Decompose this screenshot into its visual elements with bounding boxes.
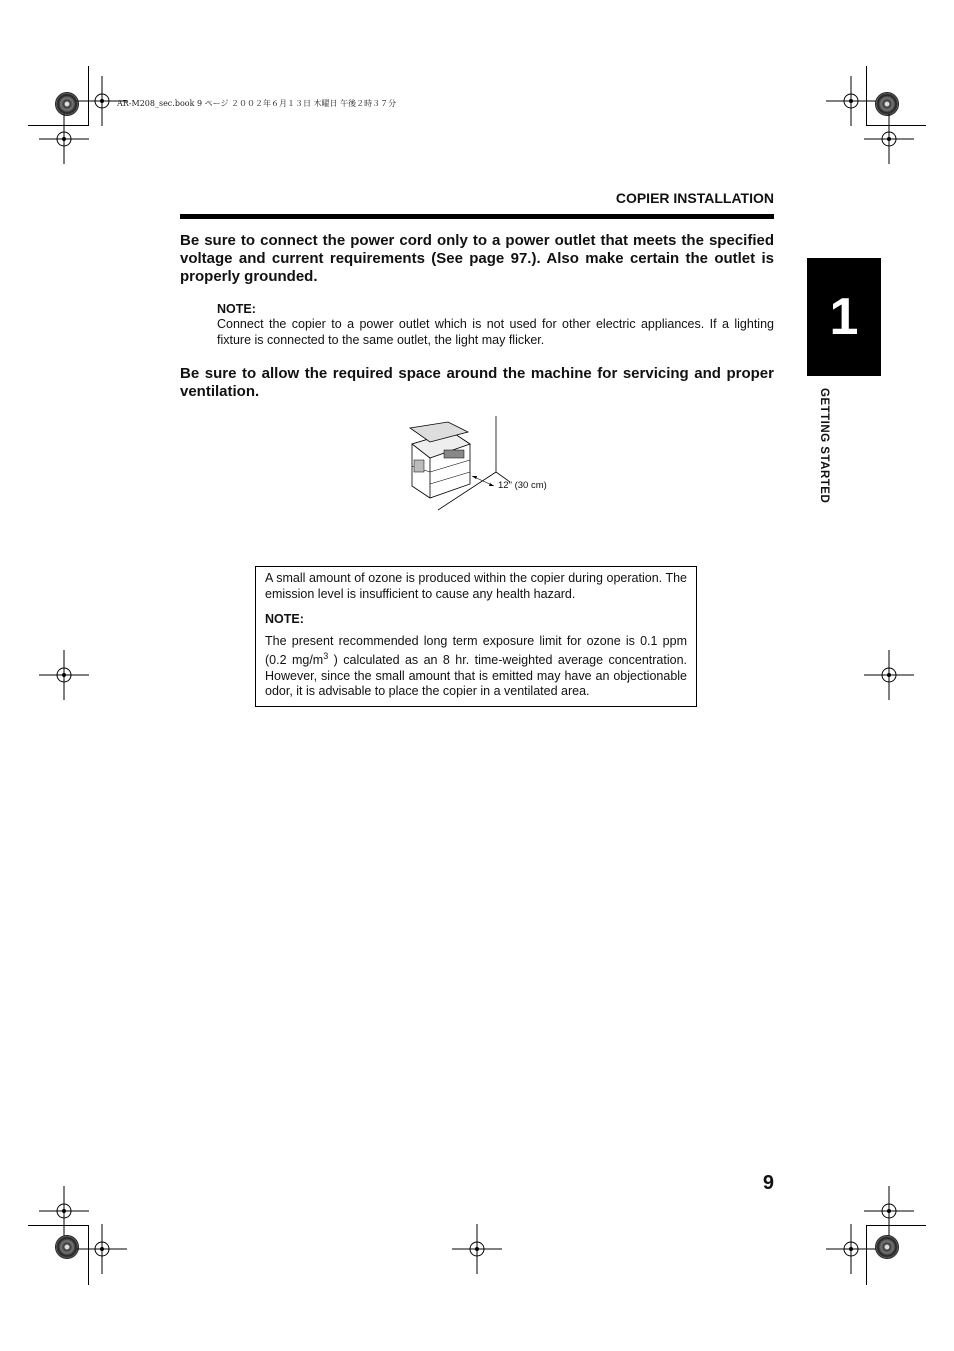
copier-illustration [400,414,560,514]
crosshair-icon [77,1224,127,1274]
ozone-note-superscript: 3 [323,651,329,661]
copier-clearance-figure [400,414,560,514]
crosshair-icon [864,114,914,164]
chapter-tab: 1 [807,258,881,376]
crosshair-icon [39,114,89,164]
registration-dot-icon [876,1236,898,1258]
registration-dot-icon [56,1236,78,1258]
registration-dot-icon [56,93,78,115]
note-label: NOTE: [217,302,256,316]
crop-line [88,1225,89,1285]
crop-line [88,66,89,126]
crop-line [866,1225,867,1285]
crosshair-icon [452,1224,502,1274]
clearance-label: 12" (30 cm) [498,480,547,491]
note-power-outlet [217,302,774,348]
registration-dot-icon [876,93,898,115]
crosshair-icon [864,650,914,700]
crop-line [866,66,867,126]
crop-line [866,125,926,126]
ozone-note-text [265,634,687,700]
title-rule [180,214,774,219]
crop-line [866,1225,926,1226]
print-header: AR-M208_sec.book 9 ページ ２００２年６月１３日 木曜日 午後２時３７分 [117,99,397,108]
ozone-note-part1: The present recommended long term exposure limit for ozone is 0.1 ppm (0.2 mg/m [265,633,687,668]
crosshair-icon [826,1224,876,1274]
note-text: Connect the copier to a power outlet which is not used for other electric appliances. If a lighting fixture is connected to the same outlet, the light may flicker. [217,317,774,347]
section-title: COPIER INSTALLATION [615,190,774,206]
crop-line [28,1225,88,1226]
ozone-intro: A small amount of ozone is produced within the copier during operation. The emission level is insufficient to cause any health hazard. [265,571,687,601]
clearance-paragraph: Be sure to allow the required space around the machine for servicing and proper ventilation. [180,365,774,400]
ozone-note-part2: ) calculated as an 8 hr. time-weighted average concentration. However, since the small amount that is emitted may have an objectionable odor, it is advisable to place the copier in a ventilated area. [265,653,687,699]
ozone-notice-box [255,566,697,707]
power-cord-paragraph: Be sure to connect the power cord only to a power outlet that meets the specified voltage and current requirements (See page 97.). Also make certain the outlet is properly grounded. [180,232,774,285]
ozone-note-label: NOTE: [265,612,304,626]
chapter-label: GETTING STARTED [818,388,830,504]
crosshair-icon [39,650,89,700]
page-number: 9 [762,1172,774,1194]
crop-line [28,125,88,126]
